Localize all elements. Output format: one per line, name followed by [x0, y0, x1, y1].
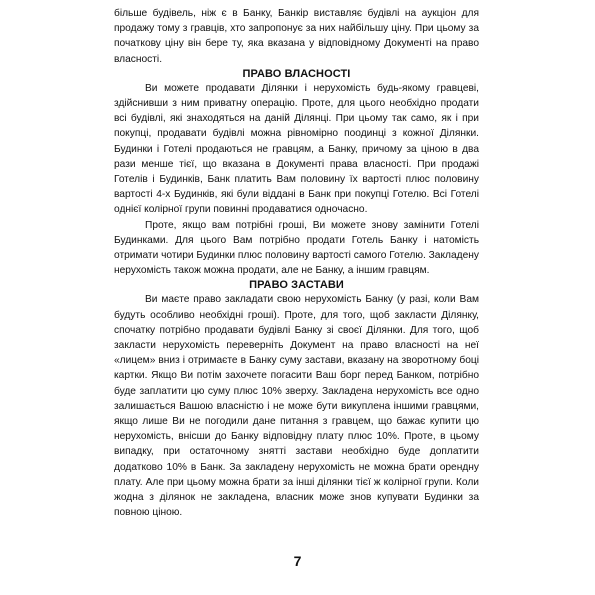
heading-ownership-right: ПРАВО ВЛАСНОСТІ [242, 67, 351, 80]
pledge-paragraph-1: Ви маєте право закладати свою нерухомість Банку (у разі, коли Вам будуть особливо необхідні гроші). Проте, для того, щоб закласти Ділянку, спочатку потрібно продавати будівлі Банку зі своєї Ділянки. Для того, щоб закласти нерухомість переверніть Документ на право власності на неї «лицем» вниз і отримаєте в Банку суму застави, вказану на зворотному боці картки. Якщо Ви потім захочете погасити Ваш борг перед Банком, потрібно буде заплатити цю суму плюс 10% зверху. Закладена нерухомість все одно залишається Вашою власністю і не може бути викуплена іншими гравцями, якщо лише Ви не погодили дане питання з гравцем, що бажає купити цю нерухомість, внісши до Банку відповідну плату плюс 10%. Проте, в цьому випадку, при остаточному знятті застави необхідно буде доплатити додатково 10% в Банк. За закладену нерухомість не можна брати орендну плату. Але при цьому можна брати за інші ділянки тієї ж колірної групи. Коли жодна з ділянок не закладена, власник може знов купувати Будинки за повною ціною. [114, 294, 479, 519]
page-number: 7 [293, 553, 302, 569]
heading-pledge-right: ПРАВО ЗАСТАВИ [249, 279, 344, 292]
ownership-paragraph-2: Проте, якщо вам потрібні гроші, Ви можете знову замінити Готелі Будинками. Для цього Вам потрібно продати Готель Банку і натомість отримати чотири Будинки плюс половину вартості самого Готелю. Закладену нерухомість також можна продати, але не Банку, а іншим гравцям. [114, 219, 479, 277]
ownership-paragraph-1: Ви можете продавати Ділянки і нерухомість будь-якому гравцеві, здійснивши з ним приватну операцію. Проте, для цього необхідно продати всі будівлі, які знаходяться на даній Ділянці. При цьому так само, як і при покупці, продавати будівлі можна рівномірно поодинці з кожної Ділянки. Будинки і Готелі продаються не гравцям, а Банку, причому за ціною в два рази менше тієї, що вказана в Документі права власності. При продажі Готелів і Будинків, Банк платить Вам половину їх вартості плюс половину вартості 4-х Будинків, які були віддані в Банк при покупці Готелю. Всі Готелі однієї колірної групи повинні продаватися одночасно. [114, 82, 479, 216]
intro-paragraph: більше будівель, ніж є в Банку, Банкір виставляє будівлі на аукціон для продажу тому з гравців, хто запропонує за них найбільшу ціну. При цьому за початкову ціну він бере ту, яка вказана у відповідному Документі на право власності. [114, 8, 479, 65]
page-content [114, 6, 479, 521]
